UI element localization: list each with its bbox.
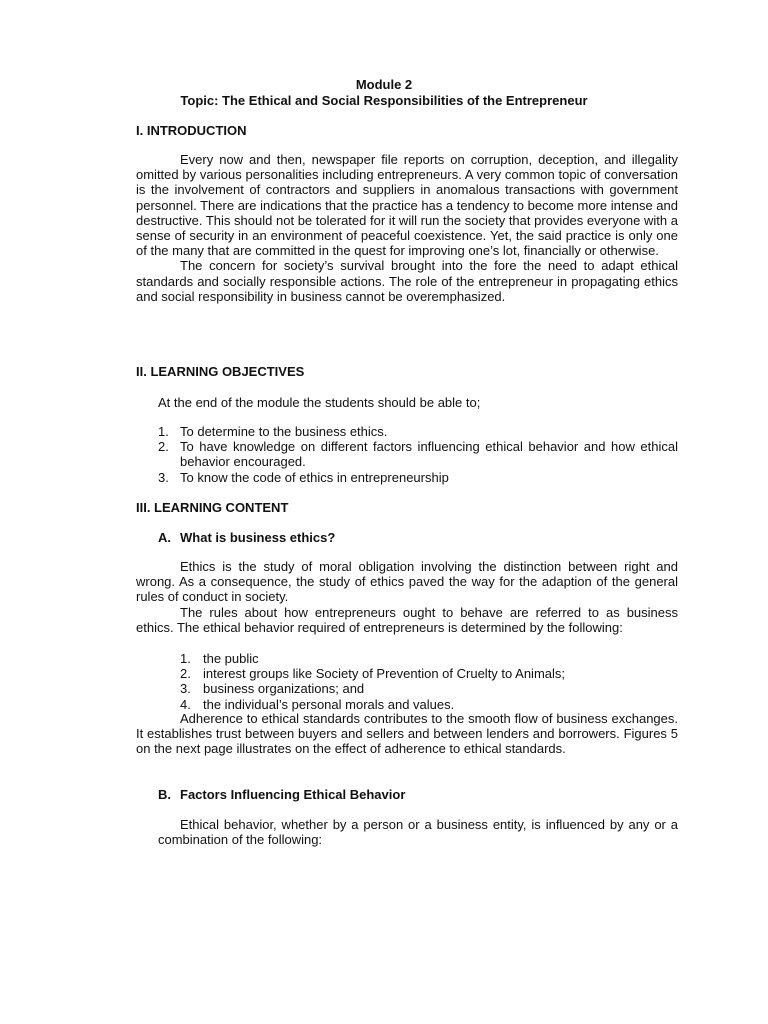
section-a-closing (136, 711, 678, 757)
determinant-text: the public (203, 651, 259, 666)
introduction-heading: I. INTRODUCTION (136, 123, 247, 138)
determinant-text: the individual’s personal morals and values. (203, 696, 455, 712)
topic-title: Topic: The Ethical and Social Responsibilities of the Entrepreneur (180, 93, 588, 108)
objective-number: 1. (158, 424, 169, 439)
section-a-paragraph-3: Adherence to ethical standards contributes to the smooth flow of business exchanges. It establishes trust between buyers and sellers and between lenders and borrowers. Figures 5 on the next page illustrates on the effect of adherence to ethical standards. (136, 711, 678, 757)
determinant-item (180, 697, 678, 712)
objectives-heading: II. LEARNING OBJECTIVES (136, 364, 305, 379)
objective-text: To know the code of ethics in entrepreneurship (180, 469, 449, 485)
determinant-item (180, 651, 678, 666)
introduction-body (136, 152, 678, 304)
objective-number: 2. (158, 439, 169, 455)
objective-number: 3. (158, 469, 169, 485)
objective-item (158, 424, 678, 439)
section-b-title: Factors Influencing Ethical Behavior (180, 787, 406, 802)
determinant-text: business organizations; and (203, 681, 365, 697)
determinant-text: interest groups like Society of Prevention of Cruelty to Animals; (203, 666, 566, 682)
section-b-heading (158, 787, 405, 803)
section-a-heading (158, 530, 335, 546)
content-heading: III. LEARNING CONTENT (136, 500, 289, 515)
determinant-number: 2. (180, 666, 191, 682)
determinant-item (180, 666, 678, 681)
section-b-body (158, 817, 678, 847)
introduction-paragraph-2: The concern for society’s survival brought into the fore the need to adapt ethical standards and socially responsible actions. The role of the entrepreneur in propagating ethics and social responsibility in business cannot be overemphasized. (136, 258, 678, 304)
objective-text: To have knowledge on different factors influencing ethical behavior and how ethical behavior encouraged. (180, 439, 678, 470)
determinant-item (180, 681, 678, 696)
module-title: Module 2 (355, 77, 413, 92)
section-a-title: What is business ethics? (180, 530, 336, 545)
objective-item (158, 439, 678, 469)
determinant-number: 3. (180, 681, 191, 697)
section-b-letter: B. (158, 787, 171, 802)
ethics-determinants-list (180, 651, 678, 712)
objectives-list (158, 424, 678, 485)
objectives-intro: At the end of the module the students should be able to; (158, 395, 481, 410)
section-a-body (136, 559, 678, 635)
determinant-number: 1. (180, 651, 191, 666)
introduction-paragraph-1: Every now and then, newspaper file reports on corruption, deception, and illegality omitted by various personalities including entrepreneurs. A very common topic of conversation is the involvement of contractors and suppliers in anomalous transactions with government personnel. There are indications that the practice has a tendency to become more intense and destructive. This should not be tolerated for it will run the society that provides everyone with a sense of security in an environment of peaceful coexistence. Yet, the said practice is only one of the many that are committed in the quest for improving one’s lot, financially or otherwise. (136, 152, 678, 259)
section-a-paragraph-1: Ethics is the study of moral obligation involving the distinction between right and wrong. As a consequence, the study of ethics paved the way for the adaption of the general rules of conduct in society. (136, 559, 678, 605)
objective-text: To determine to the business ethics. (180, 424, 388, 439)
section-b-paragraph-1: Ethical behavior, whether by a person or a business entity, is influenced by any or a combination of the following: (158, 817, 678, 848)
section-a-letter: A. (158, 530, 171, 545)
objective-item (158, 470, 678, 485)
determinant-number: 4. (180, 696, 191, 712)
section-a-paragraph-2: The rules about how entrepreneurs ought to behave are referred to as business ethics. The ethical behavior required of entrepreneurs is determined by the following: (136, 604, 678, 635)
